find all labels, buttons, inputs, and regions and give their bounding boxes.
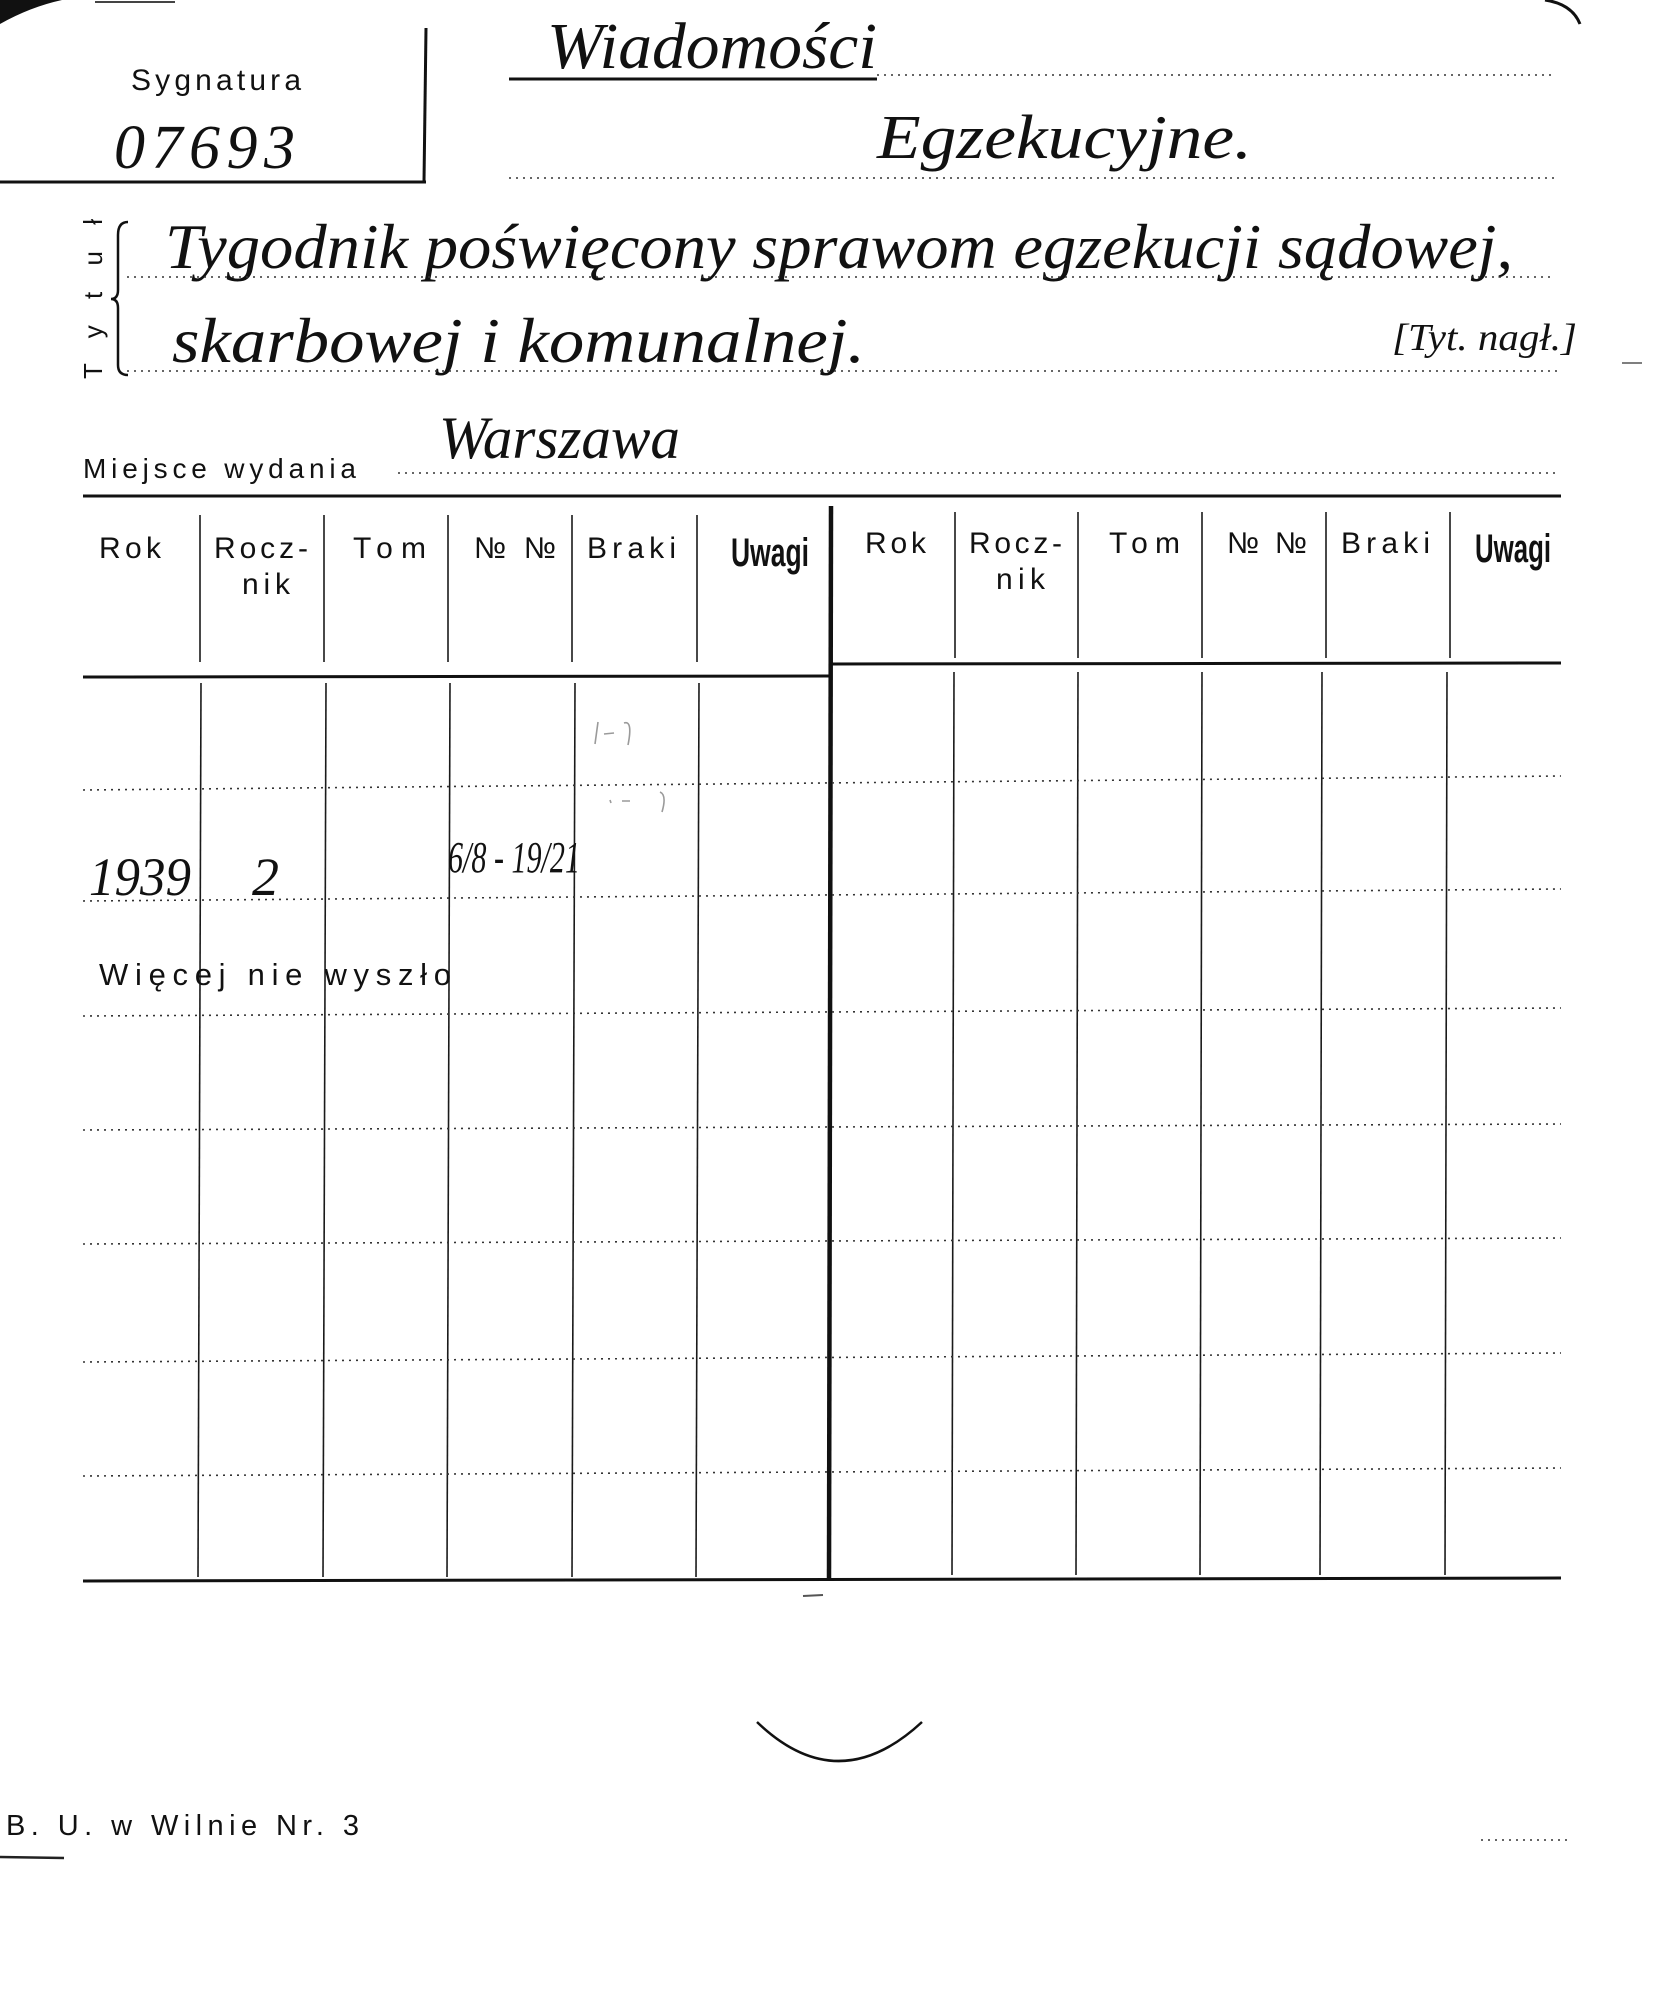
header-uwagi-left: Uwagi bbox=[731, 531, 809, 575]
header-rocznik-right: Rocz- bbox=[969, 527, 1062, 560]
cell-rocznik: 2 bbox=[252, 847, 279, 907]
title-line-1: Tygodnik poświęcony sprawom egzekucji sądowej, bbox=[165, 211, 1513, 282]
header-braki-right: Braki bbox=[1341, 527, 1430, 560]
table-header-rule-left bbox=[83, 676, 830, 677]
header-tom-left: Tom bbox=[353, 532, 426, 565]
header-tom-right: Tom bbox=[1109, 527, 1180, 560]
table-note: Więcej nie wyszło bbox=[99, 957, 451, 992]
stray-dash bbox=[803, 1595, 823, 1596]
header-rocznik-left: Rocz- bbox=[214, 532, 308, 565]
table-center-divider bbox=[829, 506, 831, 1578]
footer-dash bbox=[0, 1857, 64, 1858]
header-rocznik-left-line2: nik bbox=[242, 568, 290, 601]
header-uwagi-right: Uwagi bbox=[1475, 527, 1551, 571]
header-rok-right: Rok bbox=[865, 527, 926, 560]
place-label: Miejsce wydania bbox=[83, 453, 356, 484]
title-note: [Tyt. nagł.] bbox=[1392, 317, 1577, 359]
header-numery-left: № № bbox=[474, 532, 556, 565]
cell-rok: 1939 bbox=[89, 847, 191, 907]
library-footer: B. U. w Wilnie Nr. 3 bbox=[6, 1810, 359, 1842]
title-line-2: skarbowej i komunalnej. bbox=[172, 305, 865, 376]
header-rocznik-right-line2: nik bbox=[996, 563, 1045, 596]
place-value: Warszawa bbox=[439, 405, 680, 471]
signature-label: Sygnatura bbox=[131, 64, 301, 97]
cell-numery: 6/8 - 19/21 bbox=[448, 833, 580, 882]
header-numery-right: № № bbox=[1227, 527, 1307, 560]
signature-box-right-border bbox=[424, 28, 426, 182]
title-sub: Egzekucyjne. bbox=[875, 104, 1252, 172]
signature-value: 07693 bbox=[114, 114, 295, 182]
header-braki-left: Braki bbox=[587, 532, 676, 565]
title-label: Tytuł bbox=[78, 219, 108, 379]
table-header-rule-right bbox=[830, 663, 1561, 664]
header-rok-left: Rok bbox=[99, 532, 161, 565]
title-main: Wiadomości bbox=[547, 10, 877, 83]
